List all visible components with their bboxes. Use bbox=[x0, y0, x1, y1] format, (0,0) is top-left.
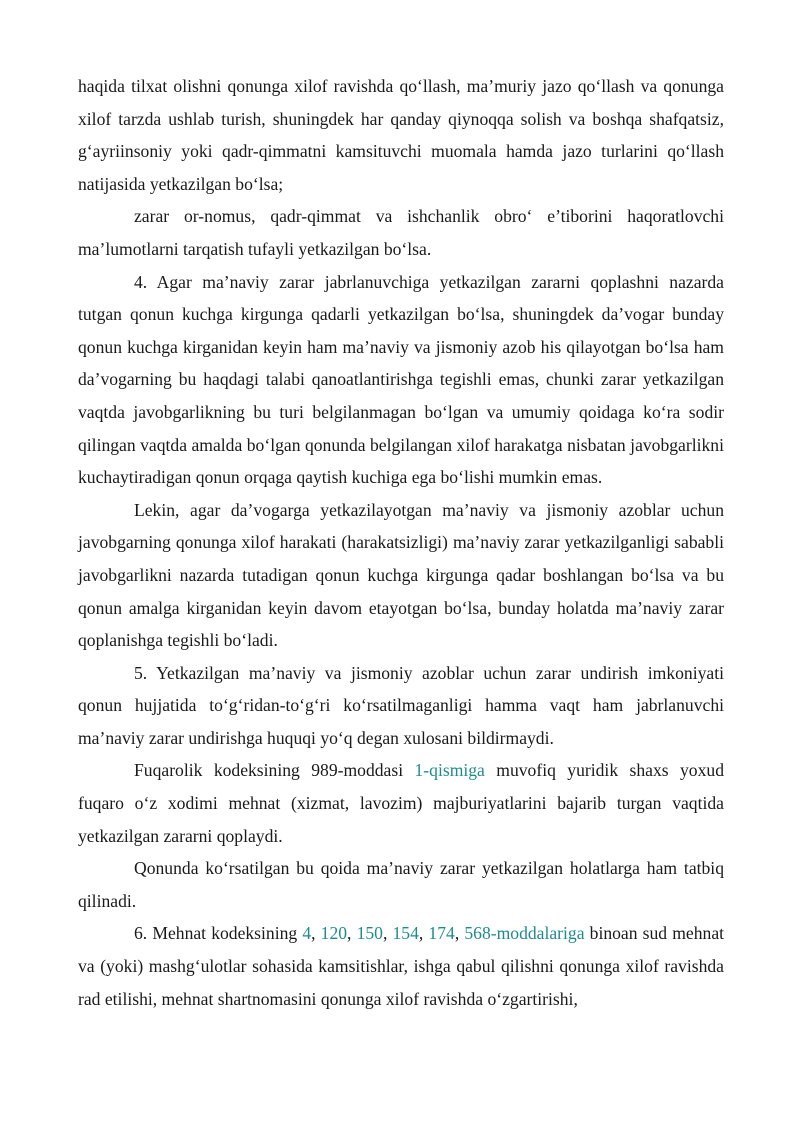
paragraph: haqida tilxat olishni qonunga xilof ravishda qo‘llash, ma’muriy jazo qo‘llash va qonunga xilof tarzda ushlab turish, shuningdek har qanday qiynoqqa solish va boshqa shafqatsiz, g‘ayriinsoniy yoki qadr-qimmatni kamsituvchi muomala hamda jazo turlarini qo‘llash natijasida yetkazilgan bo‘lsa; bbox=[78, 76, 724, 194]
article-link[interactable]: 174 bbox=[428, 923, 455, 944]
paragraph-text: binoan sud mehnat va (yoki) mashg‘ulotlar sohasida kamsitishlar, ishga qabul qilishni qonunga xilof ravishda rad etilishi, mehnat shartnomasini qonunga xilof ravishda o‘zgartirishi, bbox=[78, 923, 725, 1009]
paragraph: zarar or-nomus, qadr-qimmat va ishchanlik obro‘ e’tiborini haqoratlovchi ma’lumotlarni tarqatish tufayli yetkazilgan bo‘lsa. bbox=[78, 206, 724, 259]
paragraph-text: muvofiq yuridik shaxs yoxud fuqaro o‘z xodimi mehnat (xizmat, lavozim) majburiyatlarini bajarib turgan vaqtida yetkazilgan zararni qoplaydi. bbox=[78, 760, 724, 846]
paragraph-text: 6. Mehnat kodeksining bbox=[134, 923, 303, 944]
link-separator: , bbox=[382, 923, 393, 944]
link-separator: , bbox=[311, 923, 321, 944]
paragraph bbox=[78, 917, 724, 1015]
link-separator: , bbox=[418, 923, 429, 944]
article-link[interactable]: 4 bbox=[302, 923, 312, 944]
article-part-link[interactable]: 1-qismiga bbox=[414, 760, 485, 781]
link-separator: , bbox=[347, 923, 357, 944]
paragraph bbox=[78, 754, 724, 852]
paragraph-text: Fuqarolik kodeksining 989-moddasi bbox=[134, 760, 415, 781]
article-link[interactable]: 120 bbox=[320, 923, 348, 944]
article-link[interactable]: 154 bbox=[392, 923, 419, 944]
article-link[interactable]: 568-moddalariga bbox=[464, 923, 585, 944]
paragraph: Qonunda ko‘rsatilgan bu qoida ma’naviy zarar yetkazilgan holatlarga ham tatbiq qilinadi. bbox=[78, 858, 724, 911]
paragraph: Lekin, agar da’vogarga yetkazilayotgan ma’naviy va jismoniy azoblar uchun javobgarning qonunga xilof harakati (harakatsizligi) ma’naviy zarar yetkazilganligi sababli javobgarlikni nazarda tutadigan qonun kuchga kirgunga qadar boshlangan bo‘lsa va bu qonun amalga kirganidan keyin davom etayotgan bo‘lsa, bunday holatda ma’naviy zarar qoplanishga tegishli bo‘ladi. bbox=[78, 499, 724, 651]
document-page bbox=[78, 70, 724, 1015]
article-link[interactable]: 150 bbox=[356, 923, 383, 944]
link-separator: , bbox=[454, 923, 465, 944]
paragraph: 5. Yetkazilgan ma’naviy va jismoniy azoblar uchun zarar undirish imkoniyati qonun hujjatida to‘g‘ridan-to‘g‘ri ko‘rsatilmaganligi hamma vaqt ham jabrlanuvchi ma’naviy zarar undirishga huquqi yo‘q degan xulosani bildirmaydi. bbox=[78, 662, 724, 748]
paragraph: 4. Agar ma’naviy zarar jabrlanuvchiga yetkazilgan zararni qoplashni nazarda tutgan qonun kuchga kirgunga qadarli yetkazilgan bo‘lsa, shuningdek da’vogar bunday qonun kuchga kirganidan keyin ham ma’naviy va jismoniy azob his qilayotgan bo‘lsa ham da’vogarning bu haqdagi talabi qanoatlantirishga tegishli emas, chunki zarar yetkazilgan vaqtda javobgarlikning bu turi belgilanmagan bo‘lgan va umumiy qoidaga ko‘ra sodir qilingan vaqtda amalda bo‘lgan qonunda belgilangan xilof harakatga nisbatan javobgarlikni kuchaytiradigan qonun orqaga qaytish kuchiga ega bo‘lishi mumkin emas. bbox=[78, 271, 724, 488]
